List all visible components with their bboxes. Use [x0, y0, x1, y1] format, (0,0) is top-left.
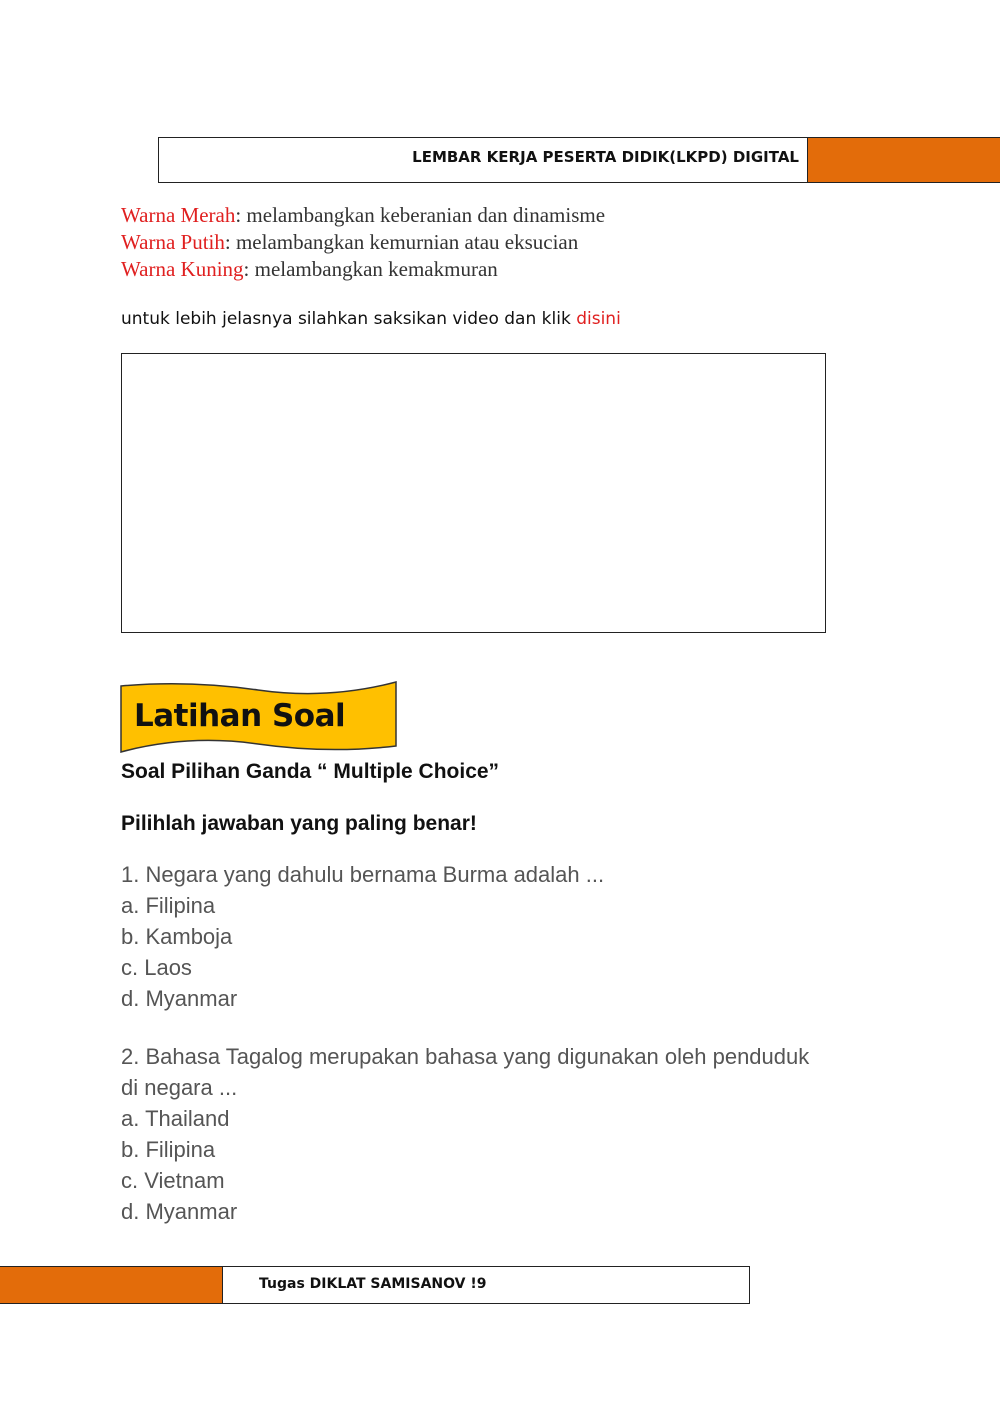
color-name: Warna Kuning [121, 257, 244, 281]
video-frame[interactable] [121, 353, 826, 633]
video-note [121, 309, 621, 329]
question-text: 1. Negara yang dahulu bernama Burma adalah ... [121, 862, 605, 887]
section-instruction: Pilihlah jawaban yang paling benar! [121, 812, 477, 835]
answer-option[interactable]: b. Kamboja [121, 924, 233, 949]
color-name: Warna Merah [121, 203, 236, 227]
question-text: 2. Bahasa Tagalog merupakan bahasa yang digunakan oleh penduduk [121, 1044, 810, 1069]
footer-accent-bar [0, 1266, 222, 1304]
color-desc: : melambangkan kemurnian atau eksucian [224, 230, 579, 254]
question-1 [121, 859, 604, 1014]
footer-box [222, 1266, 750, 1304]
answer-option[interactable]: d. Myanmar [121, 986, 238, 1011]
answer-option[interactable]: d. Myanmar [121, 1199, 238, 1224]
answer-option[interactable]: a. Filipina [121, 893, 216, 918]
color-meaning-red [121, 202, 605, 229]
banner-title: Latihan Soal [134, 698, 346, 734]
color-meaning-white [121, 229, 605, 256]
color-desc: : melambangkan kemakmuran [243, 257, 498, 281]
answer-option[interactable]: c. Vietnam [121, 1168, 225, 1193]
page-title: LEMBAR KERJA PESERTA DIDIK(LKPD) DIGITAL [412, 148, 799, 166]
answer-option[interactable]: a. Thailand [121, 1106, 230, 1131]
header-box [158, 137, 808, 183]
color-meanings [121, 202, 605, 283]
header-accent-bar [808, 137, 1000, 183]
question-text: di negara ... [121, 1075, 238, 1100]
color-desc: : melambangkan keberanian dan dinamisme [235, 203, 606, 227]
latihan-soal-banner [118, 678, 400, 754]
footer-text: Tugas DIKLAT SAMISANOV !9 [259, 1276, 487, 1292]
question-2 [121, 1041, 809, 1227]
answer-option[interactable]: c. Laos [121, 955, 192, 980]
answer-option[interactable]: b. Filipina [121, 1137, 216, 1162]
video-note-text: untuk lebih jelasnya silahkan saksikan video dan klik [121, 309, 577, 329]
video-link[interactable]: disini [576, 309, 621, 329]
color-name: Warna Putih [121, 230, 225, 254]
color-meaning-yellow [121, 256, 605, 283]
section-subtitle: Soal Pilihan Ganda “ Multiple Choice” [121, 760, 500, 783]
